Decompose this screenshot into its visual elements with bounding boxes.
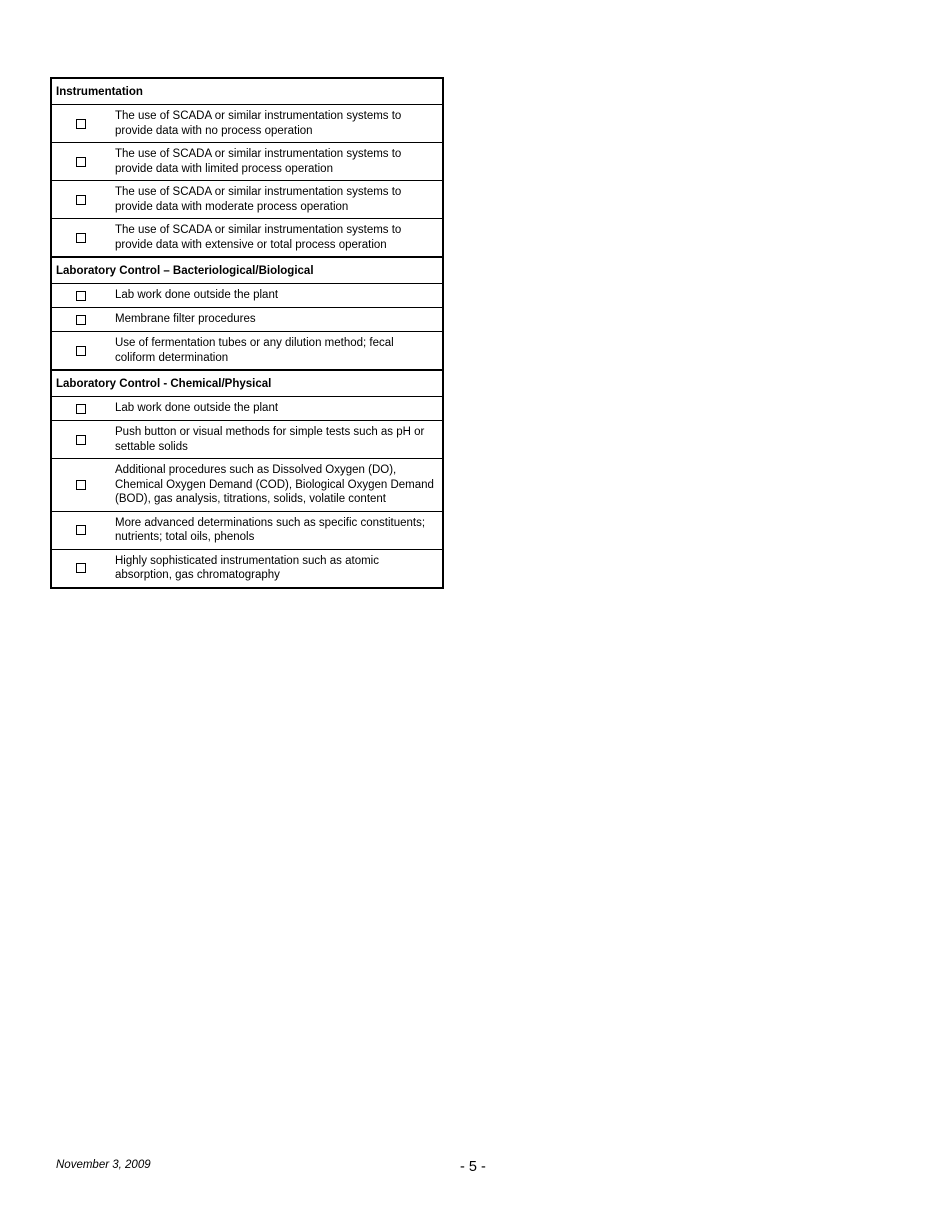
checkbox-cell [52, 459, 110, 511]
item-label: Lab work done outside the plant [115, 402, 279, 415]
checkbox[interactable] [76, 195, 86, 205]
footer-date: November 3, 2009 [56, 1159, 151, 1171]
item-label: The use of SCADA or similar instrumentation systems to provide data with limited process operation [115, 148, 402, 175]
item-label: The use of SCADA or similar instrumentation systems to provide data with extensive or total process operation [115, 224, 402, 251]
checkbox-cell [52, 332, 110, 369]
item-label: Membrane filter procedures [115, 313, 256, 326]
checklist-row [52, 143, 442, 181]
checkbox[interactable] [76, 480, 86, 490]
checkbox-cell [52, 512, 110, 549]
section [52, 79, 442, 257]
item-label: Highly sophisticated instrumentation such as atomic absorption, gas chromatography [115, 554, 379, 581]
checkbox[interactable] [76, 315, 86, 325]
section-header: Laboratory Control – Bacteriological/Biological [52, 257, 442, 284]
section [52, 257, 442, 370]
checkbox-cell [52, 105, 110, 142]
section-header: Laboratory Control - Chemical/Physical [52, 370, 442, 397]
checkbox[interactable] [76, 563, 86, 573]
checkbox[interactable] [76, 435, 86, 445]
checkbox[interactable] [76, 404, 86, 414]
item-label: Push button or visual methods for simple tests such as pH or settable solids [115, 426, 425, 453]
checkbox-cell [52, 550, 110, 587]
item-label: The use of SCADA or similar instrumentation systems to provide data with no process operation [115, 110, 402, 137]
checklist-table [50, 77, 444, 589]
checklist-row [52, 332, 442, 370]
checkbox[interactable] [76, 291, 86, 301]
checklist-row [52, 308, 442, 332]
item-label: Use of fermentation tubes or any dilution method; fecal coliform determination [115, 337, 394, 364]
checkbox[interactable] [76, 233, 86, 243]
checklist-row [52, 105, 442, 143]
checklist-row [52, 219, 442, 257]
item-label: Additional procedures such as Dissolved Oxygen (DO), Chemical Oxygen Demand (COD), Biological Oxygen Demand (BOD), gas analysis, titrations, solids, volatile content [115, 464, 434, 505]
checkbox-cell [52, 284, 110, 307]
item-label: The use of SCADA or similar instrumentation systems to provide data with moderate process operation [115, 186, 402, 213]
page-number: - 5 - [460, 1159, 486, 1175]
item-label: Lab work done outside the plant [115, 289, 279, 302]
checklist-row [52, 550, 442, 587]
checkbox-cell [52, 181, 110, 218]
checkbox-cell [52, 219, 110, 256]
checkbox-cell [52, 143, 110, 180]
checkbox[interactable] [76, 119, 86, 129]
checklist-row [52, 284, 442, 308]
checkbox-cell [52, 421, 110, 458]
item-label: More advanced determinations such as specific constituents; nutrients; total oils, phenols [115, 516, 426, 543]
checklist-row [52, 181, 442, 219]
checkbox-cell [52, 308, 110, 331]
section-header: Instrumentation [52, 79, 442, 105]
checklist-row [52, 421, 442, 459]
checkbox[interactable] [76, 157, 86, 167]
checklist-row [52, 397, 442, 421]
checkbox[interactable] [76, 346, 86, 356]
section [52, 370, 442, 587]
checkbox[interactable] [76, 525, 86, 535]
checkbox-cell [52, 397, 110, 420]
checklist-row [52, 512, 442, 550]
checklist-row [52, 459, 442, 512]
